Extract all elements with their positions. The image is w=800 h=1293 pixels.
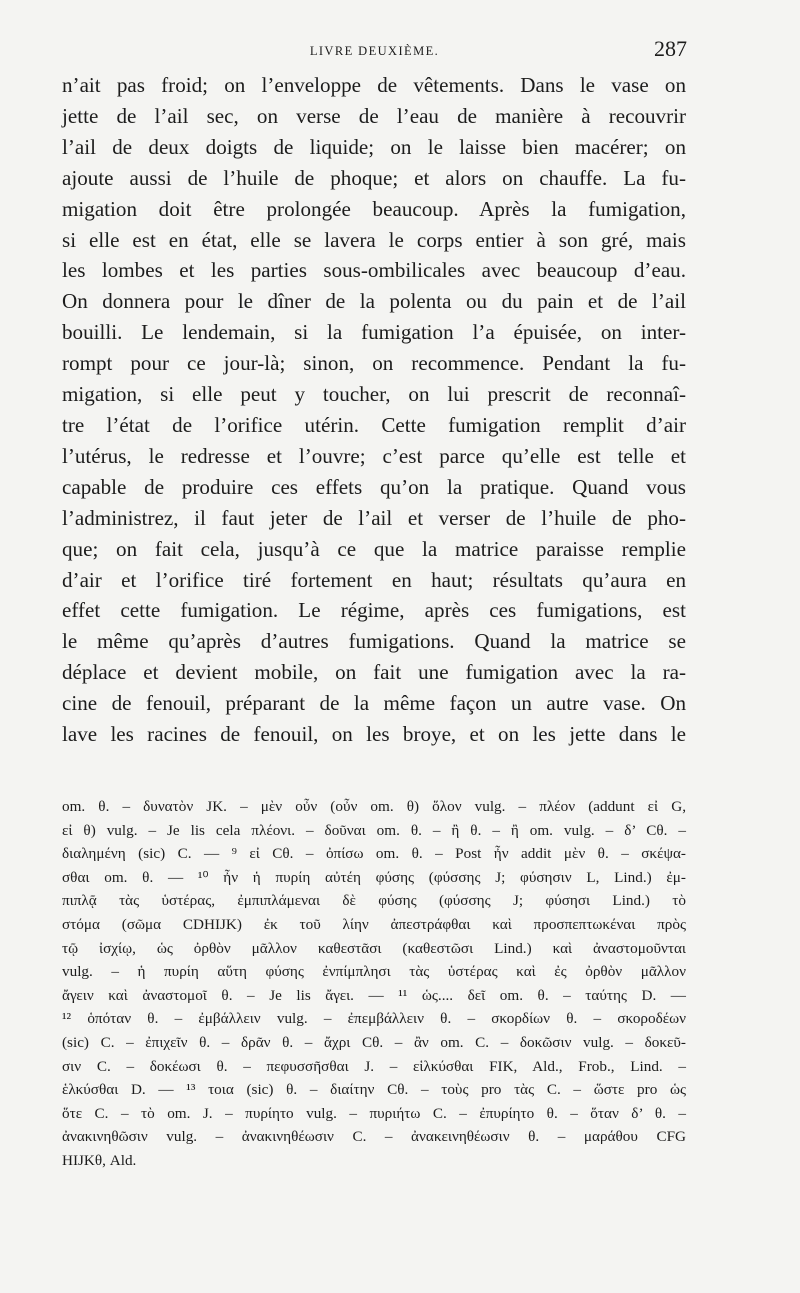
note-line: στόμα (σῶμα CDHIJK) ἐκ τοῦ λίην ἀπεστράφθαι καὶ προσπεπτωκέναι πρὸς xyxy=(62,915,686,933)
note-line: ¹² ὁπόταν θ. – ἐμβάλλειν vulg. – ἐπεμβάλλειν θ. – σκορδίων θ. – σκοροδέων xyxy=(62,1010,686,1028)
note-line: ἄγειν καὶ ἀναστομοῖ θ. – Je lis ἄγει. — ¹¹ ὡς.... δεῖ om. θ. – ταύτης D. — xyxy=(62,986,686,1004)
body-line: l’ail de deux doigts de liquide; on le laisse bien macérer; on xyxy=(62,134,686,159)
body-line: le même qu’après d’autres fumigations. Quand la matrice se xyxy=(62,629,686,654)
note-line: (sic) C. – ἐπιχεῖν θ. – δρᾶν θ. – ἄχρι Cθ. – ἂν om. C. – δοκῶσιν vulg. – δοκεῦ- xyxy=(62,1033,686,1051)
body-line: bouilli. Le lendemain, si la fumigation l’a épuisée, on inter- xyxy=(62,320,686,345)
body-line: ajoute aussi de l’huile de phoque; et alors on chauffe. La fu- xyxy=(62,165,686,190)
body-line: lave les racines de fenouil, on les broye, et on les jette dans le xyxy=(62,722,686,747)
note-line: εἰ θ) vulg. – Je lis cela πλέονι. – δοῦναι om. θ. – ἢ θ. – ἢ om. vulg. – δ’ Cθ. – xyxy=(62,821,686,839)
body-line: capable de produire ces effets qu’on la pratique. Quand vous xyxy=(62,474,686,499)
page-number: 287 xyxy=(654,36,687,61)
note-line: vulg. – ἡ πυρίη αὕτη φύσης ἐνπίμπλησι τὰς ὑστέρας καὶ ἐς ὀρθὸν μᾶλλον xyxy=(62,963,686,981)
body-line: cine de fenouil, préparant de la même façon un autre vase. On xyxy=(62,691,686,716)
note-line: ἑλκύσθαι D. — ¹³ τοια (sic) θ. – διαίτην Cθ. – τοὺς pro τὰς C. – ὥστε pro ὡς xyxy=(62,1081,686,1099)
note-line: om. θ. – δυνατὸν JK. – μὲν οὖν (οὖν om. θ) ὅλον vulg. – πλέον (addunt εἰ G, xyxy=(62,798,686,815)
body-line: que; on fait cela, jusqu’à ce que la matrice paraisse remplie xyxy=(62,536,686,561)
body-line: n’ait pas froid; on l’enveloppe de vêtements. Dans le vase on xyxy=(62,73,686,97)
note-line: σιν C. – δοκέωσι θ. – πεφυσσῆσθαι J. – εἱλκύσθαι FIK, Ald., Frob., Lind. – xyxy=(62,1057,686,1075)
body-line: déplace et devient mobile, on fait une fumigation avec la ra- xyxy=(62,660,686,685)
note-line: σθαι om. θ. — ¹⁰ ἦν ἡ πυρίη αὐτέη φύσης (φύσσης J; φύσησιν L, Lind.) ἐμ- xyxy=(62,868,686,886)
note-line: διαλημένη (sic) C. — ⁹ εἰ Cθ. – ὀπίσω om. θ. – Post ἦν addit μὲν θ. – σκέψα- xyxy=(62,845,686,863)
running-title: LIVRE DEUXIÈME. xyxy=(309,44,440,58)
body-line: d’air et l’orifice tiré fortement en haut; résultats qu’aura en xyxy=(62,567,686,592)
note-line: πιπλᾷ τὰς ὑστέρας, ἐμπιπλάμεναι δὲ φύσης (φύσσης J; φύσησι Lind.) τὸ xyxy=(62,892,686,910)
body-line: jette de l’ail sec, on verse de l’eau de manière à recouvrir xyxy=(62,103,686,128)
body-line: tre l’état de l’orifice utérin. Cette fumigation remplit d’air xyxy=(62,412,686,437)
body-line: rompt pour ce jour-là; sinon, on recommence. Pendant la fu- xyxy=(62,351,686,376)
body-line: l’administrez, il faut jeter de l’ail et verser de l’huile de pho- xyxy=(62,505,686,530)
body-line: migation, si elle peut y toucher, on lui prescrit de reconnaî- xyxy=(62,382,686,407)
note-line: ἀνακινηθῶσιν vulg. – ἀνακινηθέωσιν C. – ἀνακεινηθέωσιν θ. – μαράθου CFG xyxy=(62,1128,686,1146)
main-text xyxy=(62,70,686,750)
note-line: HIJKθ, Ald. xyxy=(62,1151,137,1169)
body-line: les lombes et les parties sous-ombilicales avec beaucoup d’eau. xyxy=(62,258,686,283)
note-line: ὅτε C. – τὸ om. J. – πυρίητο vulg. – πυριήτω C. – ἐπυρίητο θ. – ὅταν δ’ θ. – xyxy=(62,1104,686,1122)
body-line: migation doit être prolongée beaucoup. Après la fumigation, xyxy=(62,196,686,221)
body-line: effet cette fumigation. Le régime, après ces fumigations, est xyxy=(62,598,686,623)
body-line: l’utérus, le redresse et l’ouvre; c’est parce qu’elle est telle et xyxy=(62,443,686,468)
critical-apparatus xyxy=(62,795,686,1173)
running-head xyxy=(62,36,687,64)
note-line: τῷ ἰσχίῳ, ὡς ὀρθὸν μᾶλλον καθεστᾶσι (καθεστῶσι Lind.) καὶ ἀναστομοῦνται xyxy=(62,939,686,957)
body-line: si elle est en état, elle se lavera le corps entier à son gré, mais xyxy=(62,227,686,252)
body-line: On donnera pour le dîner de la polenta ou du pain et de l’ail xyxy=(62,289,686,314)
